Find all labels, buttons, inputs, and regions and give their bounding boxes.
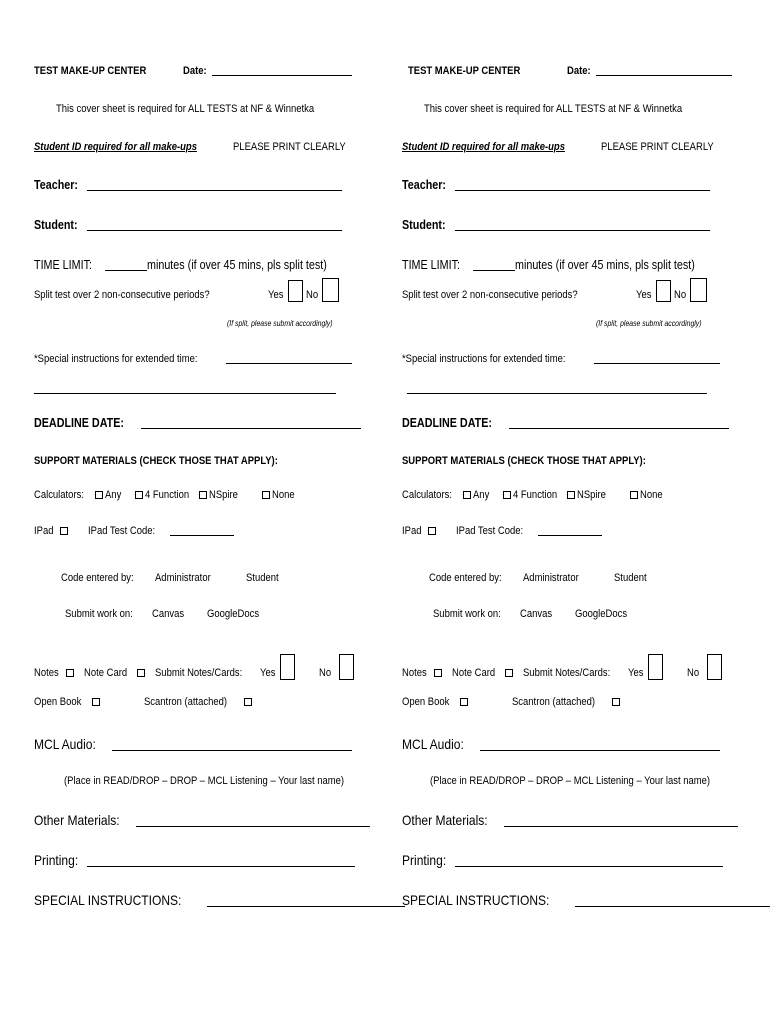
deadline-field[interactable] <box>141 428 361 429</box>
calc-any-checkbox[interactable] <box>95 491 103 499</box>
special-instructions-label: SPECIAL INSTRUCTIONS: <box>34 892 182 908</box>
note-card-label: Note Card <box>451 667 495 679</box>
printing-field[interactable] <box>87 866 355 867</box>
open-book-label: Open Book <box>402 696 450 708</box>
calc-none-checkbox[interactable] <box>630 491 638 499</box>
student-label: Student: <box>34 218 78 232</box>
submit-work-label: Submit work on: <box>65 608 133 620</box>
print-note: PLEASE PRINT CLEARLY <box>233 141 347 153</box>
mcl-audio-label: MCL Audio: <box>402 736 464 752</box>
time-limit-field[interactable] <box>105 270 147 271</box>
mcl-note: (Place in READ/DROP – DROP – MCL Listening – Your last name) <box>64 775 345 787</box>
split-note: (If split, please submit accordingly) <box>596 319 702 328</box>
submit-notes-yes-label: Yes <box>628 667 644 679</box>
scantron-checkbox[interactable] <box>244 698 252 706</box>
id-note: Student ID required for all make-ups <box>402 141 565 153</box>
calculators-label: Calculators: <box>402 489 452 501</box>
printing-field[interactable] <box>455 866 723 867</box>
split-label: Split test over 2 non-consecutive periods? <box>34 289 210 301</box>
mcl-audio-label: MCL Audio: <box>34 736 96 752</box>
code-entered-student[interactable]: Student <box>614 572 647 584</box>
open-book-checkbox[interactable] <box>92 698 100 706</box>
special-ext-field[interactable] <box>594 363 720 364</box>
printing-label: Printing: <box>34 852 79 868</box>
student-label: Student: <box>402 218 446 232</box>
split-no-checkbox[interactable] <box>690 278 707 302</box>
ipad-code-field[interactable] <box>170 535 234 536</box>
special-ext-field-2[interactable] <box>407 393 707 394</box>
date-field[interactable] <box>212 75 352 76</box>
submit-work-canvas[interactable]: Canvas <box>519 608 552 620</box>
special-instructions-field[interactable] <box>575 906 770 907</box>
split-label: Split test over 2 non-consecutive periods? <box>402 289 578 301</box>
split-no-checkbox[interactable] <box>322 278 339 302</box>
time-limit-suffix: minutes (if over 45 mins, pls split test) <box>515 258 696 272</box>
calc-nspire-checkbox[interactable] <box>199 491 207 499</box>
date-field[interactable] <box>596 75 732 76</box>
split-note: (If split, please submit accordingly) <box>227 319 333 328</box>
scantron-checkbox[interactable] <box>612 698 620 706</box>
mcl-audio-field[interactable] <box>112 750 352 751</box>
ipad-label: IPad <box>34 525 54 537</box>
submit-notes-no-label: No <box>319 667 332 679</box>
code-entered-label: Code entered by: <box>61 572 134 584</box>
support-label: SUPPORT MATERIALS (CHECK THOSE THAT APPLY): <box>402 455 646 467</box>
calc-nspire-checkbox[interactable] <box>567 491 575 499</box>
other-materials-label: Other Materials: <box>34 812 120 828</box>
time-limit-suffix: minutes (if over 45 mins, pls split test) <box>147 258 328 272</box>
special-ext-field[interactable] <box>226 363 352 364</box>
makeup-form-right <box>402 0 752 1024</box>
other-materials-field[interactable] <box>136 826 370 827</box>
code-entered-admin[interactable]: Administrator <box>155 572 212 584</box>
ipad-code-field[interactable] <box>538 535 602 536</box>
makeup-form-left <box>34 0 384 1024</box>
split-no-label: No <box>306 289 319 301</box>
time-limit-label: TIME LIMIT: <box>34 258 92 272</box>
special-instructions-label: SPECIAL INSTRUCTIONS: <box>402 892 550 908</box>
cover-note: This cover sheet is required for ALL TESTS at NF & Winnetka <box>424 103 683 115</box>
submit-notes-no-checkbox[interactable] <box>339 654 354 680</box>
special-ext-label: *Special instructions for extended time: <box>402 353 566 365</box>
note-card-label: Note Card <box>83 667 127 679</box>
submit-notes-yes-checkbox[interactable] <box>280 654 295 680</box>
teacher-field[interactable] <box>87 190 342 191</box>
calc-4func-checkbox[interactable] <box>503 491 511 499</box>
open-book-label: Open Book <box>34 696 82 708</box>
split-no-label: No <box>674 289 687 301</box>
split-yes-label: Yes <box>636 289 652 301</box>
submit-work-canvas[interactable]: Canvas <box>151 608 184 620</box>
calc-nspire-label: NSpire <box>209 489 239 501</box>
mcl-note: (Place in READ/DROP – DROP – MCL Listening – Your last name) <box>430 775 711 787</box>
submit-work-label: Submit work on: <box>433 608 501 620</box>
notes-checkbox[interactable] <box>434 669 442 677</box>
notes-label: Notes <box>34 667 59 679</box>
calc-none-checkbox[interactable] <box>262 491 270 499</box>
other-materials-label: Other Materials: <box>402 812 488 828</box>
other-materials-field[interactable] <box>504 826 738 827</box>
split-yes-label: Yes <box>268 289 284 301</box>
deadline-field[interactable] <box>509 428 729 429</box>
note-card-checkbox[interactable] <box>505 669 513 677</box>
calculators-label: Calculators: <box>34 489 84 501</box>
header-title: TEST MAKE-UP CENTER <box>34 65 147 77</box>
calc-any-label: Any <box>105 489 122 501</box>
time-limit-label: TIME LIMIT: <box>402 258 460 272</box>
submit-notes-yes-label: Yes <box>260 667 276 679</box>
mcl-audio-field[interactable] <box>480 750 720 751</box>
split-yes-checkbox[interactable] <box>656 280 671 302</box>
special-ext-field-2[interactable] <box>34 393 336 394</box>
submit-notes-label: Submit Notes/Cards: <box>522 667 611 679</box>
calc-nspire-label: NSpire <box>577 489 607 501</box>
scantron-label: Scantron (attached) <box>144 696 228 708</box>
calc-4func-label: 4 Function <box>513 489 558 501</box>
ipad-checkbox[interactable] <box>428 527 436 535</box>
teacher-label: Teacher: <box>402 178 447 192</box>
student-field[interactable] <box>455 230 710 231</box>
calc-any-checkbox[interactable] <box>463 491 471 499</box>
submit-notes-no-checkbox[interactable] <box>707 654 722 680</box>
support-label: SUPPORT MATERIALS (CHECK THOSE THAT APPLY): <box>34 455 278 467</box>
ipad-code-label: IPad Test Code: <box>455 525 523 537</box>
header-title: TEST MAKE-UP CENTER <box>408 65 521 77</box>
code-entered-admin[interactable]: Administrator <box>523 572 580 584</box>
code-entered-student[interactable]: Student <box>246 572 279 584</box>
teacher-field[interactable] <box>455 190 710 191</box>
calc-4func-label: 4 Function <box>145 489 190 501</box>
submit-work-googledocs[interactable]: GoogleDocs <box>575 608 628 620</box>
submit-work-googledocs[interactable]: GoogleDocs <box>207 608 260 620</box>
notes-label: Notes <box>402 667 427 679</box>
submit-notes-label: Submit Notes/Cards: <box>154 667 243 679</box>
calc-any-label: Any <box>473 489 490 501</box>
calc-4func-checkbox[interactable] <box>135 491 143 499</box>
date-label: Date: <box>566 65 591 77</box>
submit-notes-yes-checkbox[interactable] <box>648 654 663 680</box>
notes-checkbox[interactable] <box>66 669 74 677</box>
teacher-label: Teacher: <box>34 178 79 192</box>
time-limit-field[interactable] <box>473 270 515 271</box>
special-instructions-field[interactable] <box>207 906 405 907</box>
code-entered-label: Code entered by: <box>429 572 502 584</box>
special-ext-label: *Special instructions for extended time: <box>34 353 198 365</box>
ipad-label: IPad <box>402 525 422 537</box>
open-book-checkbox[interactable] <box>460 698 468 706</box>
split-yes-checkbox[interactable] <box>288 280 303 302</box>
scantron-label: Scantron (attached) <box>512 696 596 708</box>
ipad-code-label: IPad Test Code: <box>87 525 155 537</box>
deadline-label: DEADLINE DATE: <box>402 416 492 430</box>
calc-none-label: None <box>640 489 663 501</box>
id-note: Student ID required for all make-ups <box>34 141 197 153</box>
student-field[interactable] <box>87 230 342 231</box>
calc-none-label: None <box>272 489 295 501</box>
note-card-checkbox[interactable] <box>137 669 145 677</box>
printing-label: Printing: <box>402 852 447 868</box>
date-label: Date: <box>182 65 207 77</box>
print-note: PLEASE PRINT CLEARLY <box>601 141 715 153</box>
submit-notes-no-label: No <box>687 667 700 679</box>
deadline-label: DEADLINE DATE: <box>34 416 124 430</box>
cover-note: This cover sheet is required for ALL TESTS at NF & Winnetka <box>56 103 315 115</box>
ipad-checkbox[interactable] <box>60 527 68 535</box>
